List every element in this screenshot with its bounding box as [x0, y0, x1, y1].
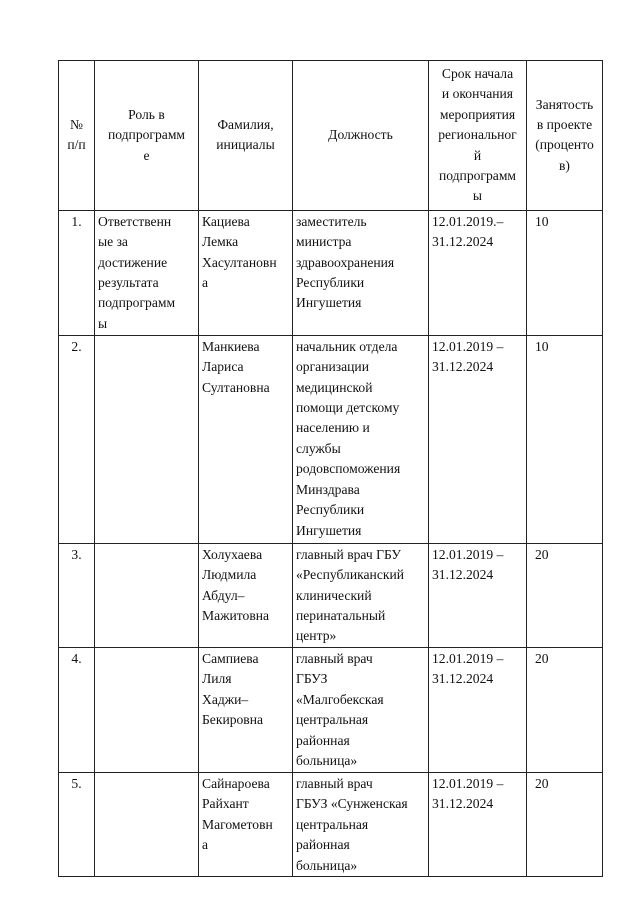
row-name: Холухаева Людмила Абдул– Мажитовна — [199, 543, 293, 647]
row-num: 2. — [59, 335, 95, 543]
row-percent: 10 — [527, 335, 603, 543]
table-row — [59, 647, 603, 772]
header-period: Срок начала и окончания мероприятия региональног й подпрограмм ы — [429, 61, 527, 211]
row-percent: 20 — [527, 647, 603, 772]
row-name: Кациева Лемка Хасултановн а — [199, 210, 293, 335]
row-num: 1. — [59, 210, 95, 335]
row-position: главный врач ГБУЗ «Малгобекская центральная районная больница» — [293, 647, 429, 772]
table-header — [59, 61, 603, 211]
row-role — [95, 543, 199, 647]
header-row — [59, 61, 603, 211]
table-row — [59, 543, 603, 647]
header-num: № п/п — [59, 61, 95, 211]
table-body — [59, 210, 603, 876]
row-period: 12.01.2019 – 31.12.2024 — [429, 772, 527, 876]
row-position: главный врач ГБУЗ «Сунженская центральная районная больница» — [293, 772, 429, 876]
row-num: 4. — [59, 647, 95, 772]
header-role: Роль в подпрограмм е — [95, 61, 199, 211]
row-percent: 20 — [527, 772, 603, 876]
header-position: Должность — [293, 61, 429, 211]
row-position: главный врач ГБУ «Республиканский клинический перинатальный центр» — [293, 543, 429, 647]
row-role — [95, 335, 199, 543]
row-position: начальник отдела организации медицинской помощи детскому населению и службы родовспоможения Минздрава Республики Ингушетия — [293, 335, 429, 543]
table-row — [59, 772, 603, 876]
header-percent: Занятость в проекте (проценто в) — [527, 61, 603, 211]
table-row — [59, 210, 603, 335]
header-name: Фамилия, инициалы — [199, 61, 293, 211]
row-role — [95, 647, 199, 772]
row-period: 12.01.2019 – 31.12.2024 — [429, 335, 527, 543]
row-num: 3. — [59, 543, 95, 647]
row-role — [95, 772, 199, 876]
row-percent: 10 — [527, 210, 603, 335]
row-name: Манкиева Лариса Султановна — [199, 335, 293, 543]
row-period: 12.01.2019.– 31.12.2024 — [429, 210, 527, 335]
row-role: Ответственн ые за достижение результата подпрограмм ы — [95, 210, 199, 335]
row-period: 12.01.2019 – 31.12.2024 — [429, 543, 527, 647]
row-num: 5. — [59, 772, 95, 876]
row-name: Сайнароева Райхант Магометовн а — [199, 772, 293, 876]
row-name: Сампиева Лиля Хаджи– Бекировна — [199, 647, 293, 772]
row-period: 12.01.2019 – 31.12.2024 — [429, 647, 527, 772]
row-percent: 20 — [527, 543, 603, 647]
participants-table — [58, 60, 603, 877]
row-position: заместитель министра здравоохранения Республики Ингушетия — [293, 210, 429, 335]
table-row — [59, 335, 603, 543]
